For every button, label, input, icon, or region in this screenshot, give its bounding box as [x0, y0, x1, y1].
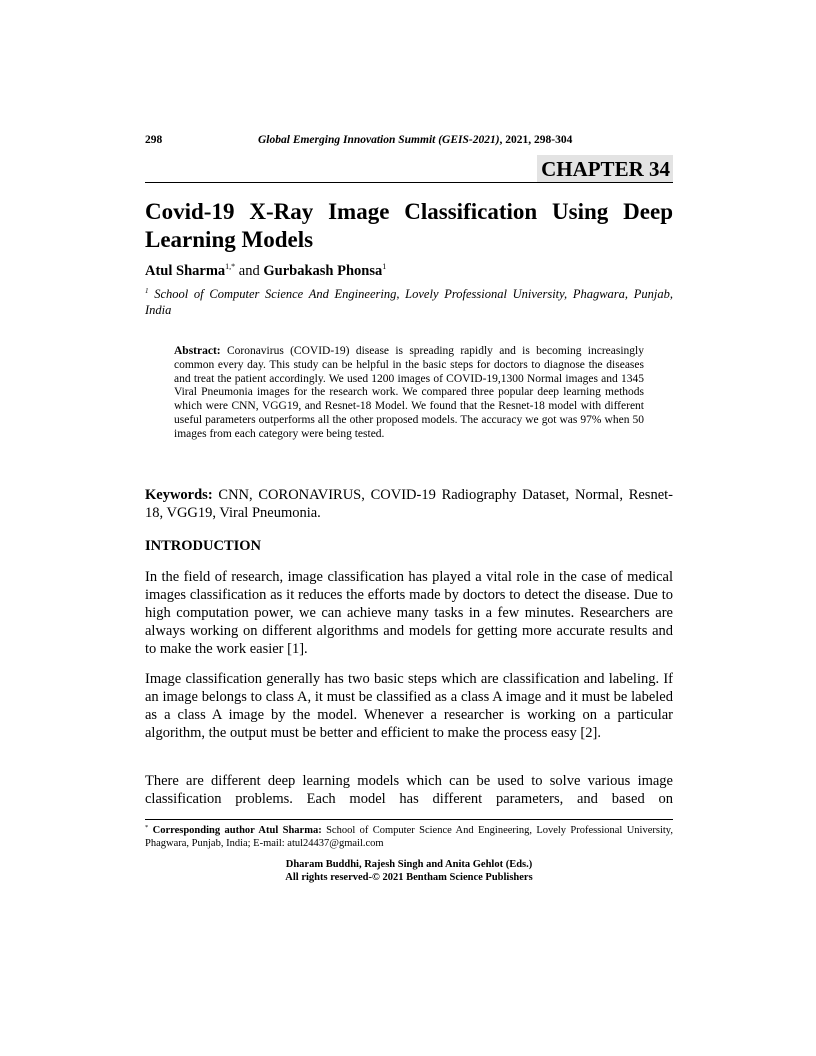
- author-conjunction: and: [235, 263, 264, 279]
- footnote-sup: *: [145, 824, 149, 831]
- author-sup: 1: [382, 262, 387, 271]
- body-paragraph: There are different deep learning models which can be used to solve various image classification problems. Each model has different parameters, and based on: [145, 773, 673, 807]
- body-paragraph: In the field of research, image classification has played a vital role in the case of medical images classification as it reduces the efforts made by doctors to detect the disease. Due to high computation power, we can achieve many tasks in a few minutes. Researchers are always working on different algorithms and models for getting more accurate results and to make the work easier [1].: [145, 569, 673, 657]
- author-sup: 1,*: [225, 262, 236, 271]
- abstract: [174, 345, 644, 442]
- section-heading: INTRODUCTION: [145, 538, 262, 554]
- header-rule: [145, 182, 673, 183]
- editors-line: Dharam Buddhi, Rajesh Singh and Anita Gehlot (Eds.): [285, 859, 533, 870]
- footnote: [145, 824, 673, 850]
- abstract-label: Abstract:: [174, 345, 221, 357]
- author-name: Atul Sharma: [145, 263, 226, 279]
- page-number: 298: [145, 134, 163, 146]
- journal-year-pages: , 2021, 298-304: [499, 134, 573, 146]
- journal-citation: [258, 133, 572, 147]
- keywords-text: CNN, CORONAVIRUS, COVID-19 Radiography Dataset, Normal, Resnet-18, VGG19, Viral Pneumonia.: [145, 487, 673, 521]
- journal-name: Global Emerging Innovation Summit (GEIS-2021): [258, 134, 500, 146]
- affiliation-text: School of Computer Science And Engineering, Lovely Professional University, Phagwara, Punjab, India: [145, 287, 673, 317]
- affiliation: [145, 286, 673, 318]
- paper-title: Covid-19 X-Ray Image Classification Using Deep Learning Models: [145, 199, 673, 252]
- author-name: Gurbakash Phonsa: [263, 263, 383, 279]
- copyright-line: All rights reserved-© 2021 Bentham Science Publishers: [285, 872, 533, 883]
- body-paragraph: Image classification generally has two basic steps which are classification and labeling. If an image belongs to class A, it must be classified as a class A image and it must be labeled as a class A image by the model. Whenever a researcher is working on a particular algorithm, the output must be better and efficient to make the process easy [2].: [145, 671, 673, 741]
- publisher-info: [145, 858, 673, 884]
- footnote-text: School of Computer Science And Engineering, Lovely Professional University, Phagwara, Punjab, India; E-mail: atul24437@gmail.com: [145, 825, 673, 849]
- abstract-text: Coronavirus (COVID-19) disease is spreading rapidly and is becoming increasingly common every day. This study can be helpful in the basic steps for doctors to diagnose the diseases and treat the patient accordingly. We used 1200 images of COVID-19,1300 Normal images and 1345 Viral Pneumonia images for the research work. We compared three popular deep learning methods which were CNN, VGG19, and Resnet-18 Model. We found that the Resnet-18 model with different useful parameters outperforms all the other proposed models. The accuracy we got was 97% when 50 images from each category were being tested.: [174, 345, 644, 440]
- footnote-rule: [145, 819, 673, 820]
- keywords: [145, 486, 673, 522]
- keywords-label: Keywords:: [145, 487, 213, 503]
- footnote-label: Corresponding author Atul Sharma:: [148, 825, 322, 836]
- chapter-label: CHAPTER 34: [537, 155, 673, 182]
- affiliation-sup: 1: [145, 287, 149, 295]
- author-line: [145, 262, 673, 280]
